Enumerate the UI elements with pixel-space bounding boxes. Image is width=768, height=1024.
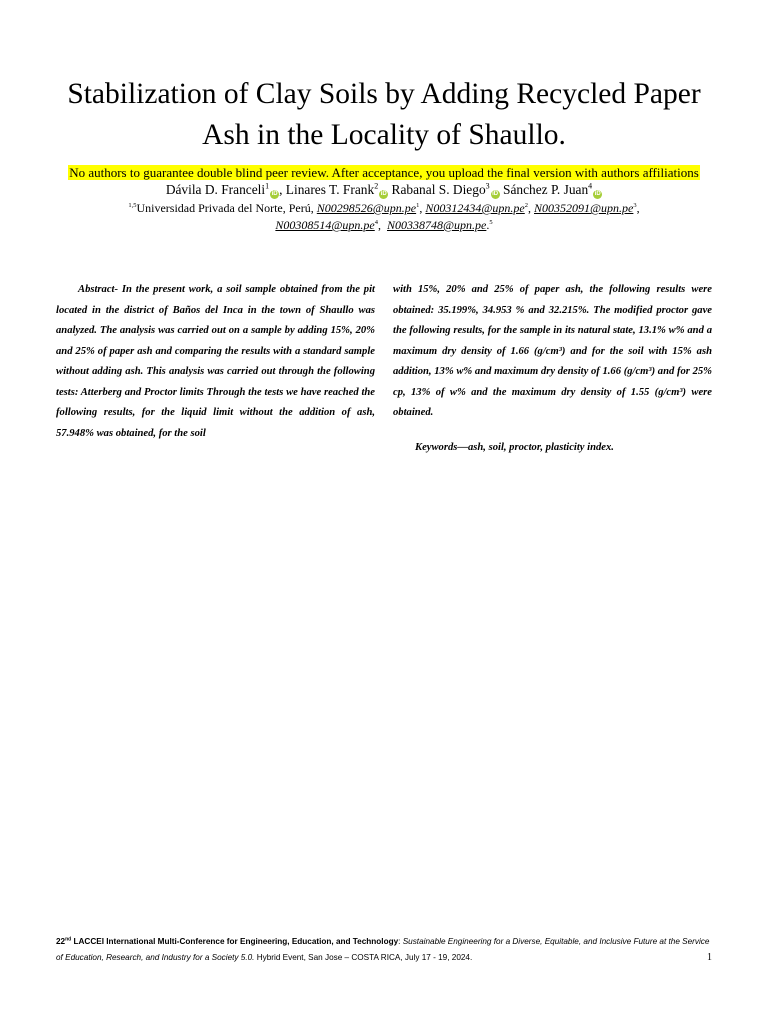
author-1 bbox=[166, 182, 286, 197]
author-name: Sánchez P. Juan bbox=[503, 182, 589, 197]
author-name: Linares T. Frank bbox=[285, 182, 375, 197]
footer-theme: Sustainable Engineering for a Diverse, Equitable, and Inclusive Future at the Service of Education, Research, and Industry for a Society 5.0. bbox=[56, 937, 710, 962]
orcid-icon[interactable]: iD bbox=[271, 191, 278, 197]
affiliation-sup: 1,5 bbox=[128, 202, 137, 209]
blind-review-notice: No authors to guarantee double blind peer review. After acceptance, you upload the final version with authors affiliations bbox=[69, 165, 699, 180]
author-name: Rabanal S. Diego bbox=[391, 182, 486, 197]
author-sup: 4 bbox=[588, 181, 593, 191]
title-line-1: Stabilization of Clay Soils by Adding Recycled Paper bbox=[67, 78, 701, 110]
author-separator: , bbox=[279, 182, 286, 197]
abstract-text-left: Abstract- In the present work, a soil sample obtained from the pit located in the district of Baños del Inca in the town of Shaullo was analyzed. The analysis was carried out on a sample by adding 15%, 20% and 25% of paper ash and comparing the results with a standard sample without adding ash. This analysis was carried out through the following tests: Atterberg and Proctor limits Through the tests we have reached the following results, for the liquid limit without the addition of ash, 57.948% was obtained, for the soil bbox=[56, 284, 375, 439]
email-link-4[interactable]: N00308514@upn.pe bbox=[275, 218, 375, 232]
title-line-2: Ash in the Locality of Shaullo. bbox=[202, 119, 566, 151]
email-sup: 4 bbox=[374, 219, 378, 226]
email-sup: 3 bbox=[633, 202, 637, 209]
affiliation-line-2: $N00308514@upn.pe^4$, N00338748@upn.pe.$^5$ bbox=[275, 218, 493, 232]
author-3 bbox=[392, 182, 503, 197]
author-list bbox=[0, 181, 768, 199]
affiliation-line-1: $^{1,5}$Universidad Privada del Norte, Perú, $N00298526@upn.pe^1$, $N00312434@upn.pe^2$, $N00352091@upn.pe^3$, bbox=[128, 201, 640, 215]
orcid-icon[interactable]: iD bbox=[492, 191, 499, 197]
page-number: 1 bbox=[707, 952, 712, 963]
email-link-3[interactable]: N00352091@upn.pe bbox=[534, 201, 634, 215]
email-sup: 1 bbox=[416, 202, 420, 209]
conference-footer bbox=[56, 934, 712, 966]
keywords-text: ash, soil, proctor, plasticity index. bbox=[467, 441, 614, 453]
footer-event: Hybrid Event, San Jose – COSTA RICA, July 17 - 19, 2024. bbox=[254, 953, 473, 962]
email-sup: 5 bbox=[489, 219, 493, 226]
orcid-icon[interactable]: iD bbox=[380, 191, 387, 197]
footer-edition-number: 22 bbox=[56, 937, 66, 946]
author-4 bbox=[503, 182, 602, 197]
blind-review-notice-row bbox=[0, 165, 768, 180]
email-link-2[interactable]: N00312434@upn.pe bbox=[425, 201, 525, 215]
orcid-icon[interactable]: iD bbox=[594, 191, 601, 197]
author-sup: 1 bbox=[265, 181, 270, 191]
author-name: Dávila D. Franceli bbox=[165, 182, 266, 197]
footer-edition bbox=[56, 937, 398, 946]
abstract-column-right bbox=[393, 280, 712, 458]
keywords-label: Keywords bbox=[415, 441, 458, 453]
email-link-1[interactable]: N00298526@upn.pe bbox=[316, 201, 417, 215]
email-sup: 2 bbox=[524, 202, 529, 209]
keywords-line bbox=[393, 438, 712, 459]
affiliation-block bbox=[0, 200, 768, 234]
abstract-column-left bbox=[56, 280, 375, 444]
footer-colon: : bbox=[398, 937, 403, 946]
author-2 bbox=[286, 182, 392, 197]
author-sup: 2 bbox=[374, 181, 379, 191]
abstract-text-right: with 15%, 20% and 25% of paper ash, the following results were obtained: 35.199%, 34.953 % and 32.215%. The modified proctor gave the following results, for the sample in its natural state, 13.1% w% and a maximum dry density of 1.66 (g/cm³) and for the soil with 15% ash addition, 13% w% and maximum dry density of 1.66 (g/cm³) and for 25% cp, 13% of w% and the maximum dry density of 1.55 (g/cm³) were obtained. bbox=[393, 284, 712, 418]
footer-conference-name: LACCEI International Multi-Conference for Engineering, Education, and Technology bbox=[71, 937, 399, 946]
footer-edition-sup: nd bbox=[65, 936, 72, 943]
author-sup: 3 bbox=[485, 181, 490, 191]
affiliation-text: Universidad Privada del Norte, Perú, bbox=[136, 201, 317, 215]
email-link-5[interactable]: N00338748@upn.pe bbox=[387, 218, 487, 232]
paper-title bbox=[40, 74, 728, 156]
keywords-dash: — bbox=[457, 441, 468, 453]
